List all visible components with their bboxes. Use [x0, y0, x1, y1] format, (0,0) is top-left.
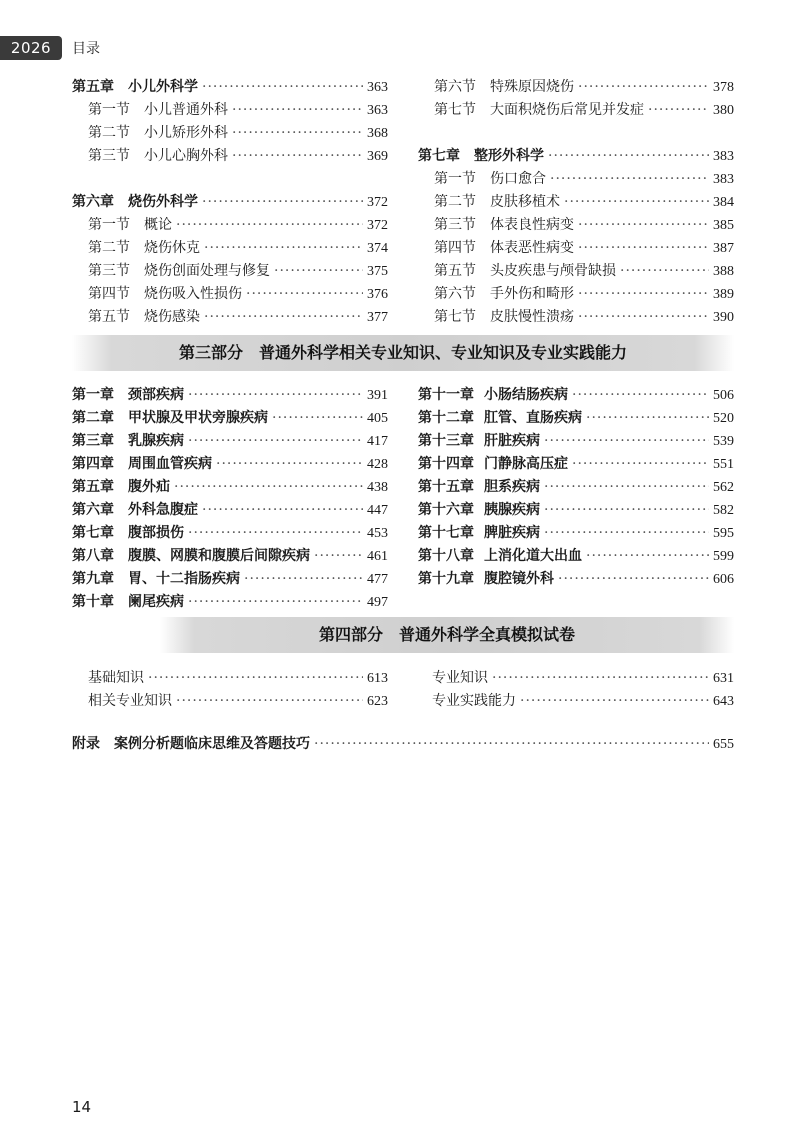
leader-dots [188, 387, 363, 403]
leader-dots [176, 693, 363, 709]
entry-label: 第六节 [434, 286, 476, 302]
toc-section-entry[interactable] [72, 306, 388, 329]
toc-chapter-entry[interactable] [418, 568, 734, 591]
toc-section-entry[interactable] [88, 667, 388, 690]
entry-page-number: 562 [713, 480, 734, 495]
entry-title: 颈部疾病 [128, 387, 184, 403]
entry-label: 第三节 [88, 263, 130, 279]
entry-title: 烧伤吸入性损伤 [144, 286, 242, 302]
toc-section-entry[interactable] [72, 99, 388, 122]
entry-label: 第十八章 [418, 548, 474, 564]
toc-section-entry[interactable] [418, 306, 734, 329]
entry-label: 第三节 [88, 148, 130, 164]
toc-section-entry[interactable] [72, 122, 388, 145]
entry-page-number: 520 [713, 411, 734, 426]
entry-label: 第六章 [72, 194, 114, 210]
toc-chapter-entry[interactable] [418, 145, 734, 168]
entry-title: 整形外科学 [474, 148, 544, 164]
entry-label: 第七节 [434, 102, 476, 118]
entry-page-number: 613 [367, 671, 388, 686]
leader-dots [202, 502, 363, 518]
part4-banner: 第四部分 普通外科学全真模拟试卷 [160, 617, 734, 653]
leader-dots [548, 148, 709, 164]
entry-page-number: 389 [713, 287, 734, 302]
entry-label: 第一节 [88, 217, 130, 233]
toc-section-entry[interactable] [418, 168, 734, 191]
entry-title: 肝脏疾病 [484, 433, 540, 449]
entry-title: 皮肤移植术 [490, 194, 560, 210]
toc-chapter-entry[interactable] [72, 76, 388, 99]
entry-page-number: 380 [713, 103, 734, 118]
toc-chapter-entry[interactable] [418, 430, 734, 453]
entry-page-number: 506 [713, 388, 734, 403]
entry-title: 小肠结肠疾病 [484, 387, 568, 403]
leader-dots [550, 171, 709, 187]
leader-dots [620, 263, 709, 279]
leader-dots [272, 410, 363, 426]
entry-page-number: 368 [367, 126, 388, 141]
entry-title: 乳腺疾病 [128, 433, 184, 449]
header-title: 目录 [72, 41, 100, 57]
entry-page-number: 391 [367, 388, 388, 403]
leader-dots [578, 217, 709, 233]
toc-chapter-entry[interactable] [72, 384, 388, 407]
toc-section-entry[interactable] [72, 145, 388, 168]
appendix-label: 附录 [72, 736, 100, 752]
toc-top-left-column [72, 76, 388, 329]
entry-page-number: 383 [713, 172, 734, 187]
leader-dots [586, 410, 709, 426]
entry-label: 第一节 [88, 102, 130, 118]
entry-title: 腹腔镜外科 [484, 571, 554, 587]
entry-label: 第十一章 [418, 387, 474, 403]
toc-chapter-entry[interactable] [72, 568, 388, 591]
leader-dots [274, 263, 363, 279]
entry-page-number: 385 [713, 218, 734, 233]
entry-title: 甲状腺及甲状旁腺疾病 [128, 410, 268, 426]
entry-title: 外科急腹症 [128, 502, 198, 518]
entry-page-number: 438 [367, 480, 388, 495]
toc-section-entry[interactable] [72, 260, 388, 283]
leader-dots [216, 456, 363, 472]
entry-title: 大面积烧伤后常见并发症 [490, 102, 644, 118]
entry-title: 腹外疝 [128, 479, 170, 495]
entry-label: 第二章 [72, 410, 114, 426]
entry-label: 第七节 [434, 309, 476, 325]
page-number: 14 [72, 1098, 92, 1116]
toc-chapter-entry[interactable] [418, 545, 734, 568]
entry-label: 第十章 [72, 594, 114, 610]
entry-page-number: 582 [713, 503, 734, 518]
entry-title: 周围血管疾病 [128, 456, 212, 472]
entry-title: 胃、十二指肠疾病 [128, 571, 240, 587]
leader-dots [148, 670, 363, 686]
entry-label: 第五章 [72, 479, 114, 495]
toc-chapter-entry[interactable] [418, 407, 734, 430]
entry-title: 烧伤感染 [144, 309, 200, 325]
toc-chapter-entry[interactable] [72, 407, 388, 430]
leader-dots [578, 309, 709, 325]
entry-label: 第五章 [72, 79, 114, 95]
toc-section-entry[interactable] [418, 99, 734, 122]
entry-label: 第十六章 [418, 502, 474, 518]
entry-label: 基础知识 [88, 670, 144, 686]
entry-label: 第七章 [418, 148, 460, 164]
entry-title: 小儿普通外科 [144, 102, 228, 118]
leader-dots [232, 102, 363, 118]
entry-page-number: 595 [713, 526, 734, 541]
entry-label: 第六节 [434, 79, 476, 95]
toc-chapter-entry[interactable] [418, 522, 734, 545]
leader-dots [174, 479, 363, 495]
entry-page-number: 390 [713, 310, 734, 325]
entry-page-number: 606 [713, 572, 734, 587]
entry-title: 体表恶性病变 [490, 240, 574, 256]
entry-title: 胰腺疾病 [484, 502, 540, 518]
leader-dots [246, 286, 363, 302]
entry-label: 第三章 [72, 433, 114, 449]
toc-chapter-entry[interactable] [72, 591, 388, 614]
toc-chapter-entry[interactable] [72, 191, 388, 214]
entry-label: 第十三章 [418, 433, 474, 449]
entry-page-number: 417 [367, 434, 388, 449]
entry-title: 小儿心胸外科 [144, 148, 228, 164]
entry-page-number: 383 [713, 149, 734, 164]
entry-title: 烧伤创面处理与修复 [144, 263, 270, 279]
entry-label: 第十九章 [418, 571, 474, 587]
leader-dots [578, 286, 709, 302]
entry-page-number: 539 [713, 434, 734, 449]
entry-label: 专业知识 [432, 670, 488, 686]
leader-dots [648, 102, 709, 118]
entry-page-number: 447 [367, 503, 388, 518]
entry-title: 头皮疾患与颅骨缺损 [490, 263, 616, 279]
toc-section-entry[interactable] [418, 283, 734, 306]
entry-label: 第七章 [72, 525, 114, 541]
entry-title: 烧伤休克 [144, 240, 200, 256]
entry-page-number: 387 [713, 241, 734, 256]
entry-title: 脾脏疾病 [484, 525, 540, 541]
leader-dots [188, 433, 363, 449]
entry-label: 第九章 [72, 571, 114, 587]
leader-dots [544, 525, 709, 541]
leader-dots [558, 571, 709, 587]
entry-label: 第四节 [88, 286, 130, 302]
leader-dots [544, 479, 709, 495]
appendix-page: 655 [713, 737, 734, 752]
leader-dots [544, 433, 709, 449]
entry-page-number: 453 [367, 526, 388, 541]
toc-chapter-entry[interactable] [72, 430, 388, 453]
toc-section-entry[interactable] [418, 76, 734, 99]
entry-label: 第十四章 [418, 456, 474, 472]
leader-dots [572, 387, 709, 403]
entry-label: 专业实践能力 [432, 693, 516, 709]
entry-page-number: 405 [367, 411, 388, 426]
toc-section-entry[interactable] [72, 237, 388, 260]
entry-page-number: 477 [367, 572, 388, 587]
entry-page-number: 461 [367, 549, 388, 564]
toc-chapter-entry[interactable] [418, 476, 734, 499]
leader-dots [188, 525, 363, 541]
appendix-title: 案例分析题临床思维及答题技巧 [114, 736, 310, 752]
toc-chapter-entry[interactable] [72, 453, 388, 476]
entry-label: 第四章 [72, 456, 114, 472]
entry-title: 腹膜、网膜和腹膜后间隙疾病 [128, 548, 310, 564]
leader-dots [578, 240, 709, 256]
entry-title: 特殊原因烧伤 [490, 79, 574, 95]
entry-page-number: 384 [713, 195, 734, 210]
entry-label: 第三节 [434, 217, 476, 233]
leader-dots [232, 125, 363, 141]
entry-page-number: 369 [367, 149, 388, 164]
entry-title: 皮肤慢性溃疡 [490, 309, 574, 325]
toc-chapter-entry[interactable] [72, 476, 388, 499]
entry-title: 腹部损伤 [128, 525, 184, 541]
entry-label: 第十五章 [418, 479, 474, 495]
spacer [418, 122, 734, 145]
leader-dots [176, 217, 363, 233]
toc-chapter-entry[interactable] [418, 384, 734, 407]
entry-title: 手外伤和畸形 [490, 286, 574, 302]
toc-section-entry[interactable] [432, 690, 734, 713]
entry-title: 体表良性病变 [490, 217, 574, 233]
year-badge: 2026 [0, 36, 62, 60]
leader-dots [314, 548, 363, 564]
part4-right-column [432, 667, 734, 713]
part3-left-column [72, 384, 388, 614]
entry-page-number: 374 [367, 241, 388, 256]
entry-page-number: 375 [367, 264, 388, 279]
entry-title: 小儿矫形外科 [144, 125, 228, 141]
entry-label: 第一节 [434, 171, 476, 187]
leader-dots [232, 148, 363, 164]
entry-label: 第二节 [434, 194, 476, 210]
entry-title: 小儿外科学 [128, 79, 198, 95]
leader-dots [520, 693, 709, 709]
toc-chapter-entry[interactable] [72, 545, 388, 568]
leader-dots [492, 670, 709, 686]
part3-banner: 第三部分 普通外科学相关专业知识、专业知识及专业实践能力 [72, 335, 734, 371]
leader-dots [564, 194, 709, 210]
entry-label: 第十七章 [418, 525, 474, 541]
toc-section-entry[interactable] [72, 214, 388, 237]
entry-label: 第十二章 [418, 410, 474, 426]
toc-section-entry[interactable] [418, 237, 734, 260]
entry-label: 第六章 [72, 502, 114, 518]
toc-section-entry[interactable] [418, 214, 734, 237]
leader-dots [204, 309, 363, 325]
leader-dots [202, 79, 363, 95]
entry-page-number: 551 [713, 457, 734, 472]
spacer [72, 168, 388, 191]
entry-title: 伤口愈合 [490, 171, 546, 187]
leader-dots [544, 502, 709, 518]
entry-label: 第五节 [434, 263, 476, 279]
entry-title: 胆系疾病 [484, 479, 540, 495]
toc-chapter-entry[interactable] [418, 499, 734, 522]
entry-title: 阑尾疾病 [128, 594, 184, 610]
leader-dots [244, 571, 363, 587]
entry-label: 第五节 [88, 309, 130, 325]
entry-title: 门静脉高压症 [484, 456, 568, 472]
entry-page-number: 378 [713, 80, 734, 95]
leader-dots [202, 194, 363, 210]
entry-page-number: 388 [713, 264, 734, 279]
entry-page-number: 372 [367, 195, 388, 210]
leader-dots [572, 456, 709, 472]
entry-page-number: 372 [367, 218, 388, 233]
entry-title: 肛管、直肠疾病 [484, 410, 582, 426]
entry-page-number: 623 [367, 694, 388, 709]
toc-section-entry[interactable] [88, 690, 388, 713]
toc-chapter-entry[interactable] [418, 453, 734, 476]
leader-dots [586, 548, 709, 564]
entry-label: 第一章 [72, 387, 114, 403]
entry-title: 概论 [144, 217, 172, 233]
toc-top-right-column [418, 76, 734, 329]
toc-section-entry[interactable] [418, 191, 734, 214]
part3-right-column [418, 384, 734, 591]
entry-page-number: 599 [713, 549, 734, 564]
entry-page-number: 363 [367, 103, 388, 118]
appendix-entry [72, 733, 734, 756]
entry-label: 相关专业知识 [88, 693, 172, 709]
leader-dots [578, 79, 709, 95]
toc-section-entry[interactable] [432, 667, 734, 690]
toc-chapter-entry[interactable] [72, 522, 388, 545]
toc-section-entry[interactable] [418, 260, 734, 283]
entry-page-number: 643 [713, 694, 734, 709]
entry-label: 第四节 [434, 240, 476, 256]
entry-page-number: 363 [367, 80, 388, 95]
leader-dots [188, 594, 363, 610]
leader-dots [204, 240, 363, 256]
leader-dots [314, 736, 709, 752]
entry-page-number: 497 [367, 595, 388, 610]
entry-title: 烧伤外科学 [128, 194, 198, 210]
entry-label: 第二节 [88, 240, 130, 256]
toc-section-entry[interactable] [72, 283, 388, 306]
entry-label: 第二节 [88, 125, 130, 141]
entry-label: 第八章 [72, 548, 114, 564]
entry-title: 上消化道大出血 [484, 548, 582, 564]
toc-chapter-entry[interactable] [72, 499, 388, 522]
entry-page-number: 376 [367, 287, 388, 302]
part4-left-column [88, 667, 388, 713]
entry-page-number: 428 [367, 457, 388, 472]
entry-page-number: 631 [713, 671, 734, 686]
entry-page-number: 377 [367, 310, 388, 325]
